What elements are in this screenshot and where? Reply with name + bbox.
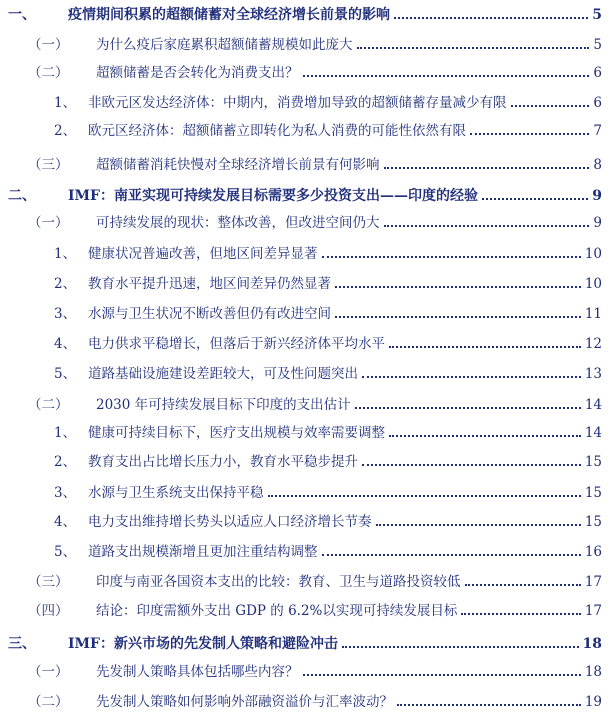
toc-entry-title[interactable]: 健康状况普遍改善，但地区间差异显著 [88, 246, 318, 262]
toc-page-number[interactable]: 7 [593, 123, 602, 139]
toc-entry[interactable] [0, 630, 610, 658]
toc-entry-number: （四） [28, 603, 69, 619]
toc-page-number[interactable]: 17 [584, 574, 602, 590]
toc-entry[interactable] [0, 270, 610, 298]
toc-entry-number: 三、 [8, 636, 36, 652]
toc-dot-leader [465, 584, 581, 586]
toc-entry-number: 1、 [54, 246, 77, 262]
toc-entry-number: 5、 [54, 544, 77, 560]
toc-entry-number: 3、 [54, 485, 77, 501]
toc-dot-leader [335, 286, 581, 288]
toc-page-number[interactable]: 14 [584, 425, 602, 441]
toc-dot-leader [268, 495, 581, 497]
toc-entry-title[interactable]: 可持续发展的现状：整体改善，但改进空间仍大 [96, 215, 380, 231]
toc-dot-leader [376, 524, 581, 526]
toc-entry[interactable] [0, 538, 610, 566]
toc-entry-title[interactable]: 印度与南亚各国资本支出的比较：教育、卫生与道路投资较低 [96, 574, 461, 590]
toc-entry-number: 3、 [54, 306, 77, 322]
toc-entry[interactable] [0, 508, 610, 536]
toc-entry-number: 2、 [54, 454, 77, 470]
toc-entry[interactable] [0, 479, 610, 507]
toc-entry[interactable] [0, 597, 610, 625]
toc-entry[interactable] [0, 151, 610, 179]
toc-entry-title[interactable]: 非欧元区发达经济体：中期内，消费增加导致的超额储蓄存量减少有限 [88, 95, 507, 111]
toc-entry-number: （一） [28, 664, 69, 680]
toc-entry-title[interactable]: 疫情期间积累的超额储蓄对全球经济增长前景的影响 [68, 7, 390, 23]
toc-dot-leader [322, 554, 581, 556]
toc-dot-leader [389, 435, 581, 437]
toc-page-number[interactable]: 17 [584, 603, 602, 619]
toc-page-number[interactable]: 16 [584, 544, 602, 560]
toc-entry-title[interactable]: 结论：印度需额外支出 GDP 的 6.2%以实现可持续发展目标 [96, 603, 458, 619]
toc-dot-leader [303, 674, 581, 676]
toc-dot-leader [362, 376, 581, 378]
toc-dot-leader [384, 225, 590, 227]
toc-entry[interactable] [0, 688, 610, 716]
toc-page-number[interactable]: 11 [584, 306, 602, 322]
toc-page-number[interactable]: 19 [584, 694, 602, 710]
toc-entry[interactable] [0, 448, 610, 476]
toc-entry[interactable] [0, 658, 610, 686]
toc-entry[interactable] [0, 59, 610, 87]
toc-dot-leader [397, 704, 581, 706]
toc-entry-title[interactable]: 超额储蓄是否会转化为消费支出？ [96, 65, 299, 81]
toc-entry-number: 1、 [54, 95, 77, 111]
toc-entry-number: 4、 [54, 336, 77, 352]
toc-dot-leader [355, 407, 581, 409]
toc-entry-number: （一） [28, 215, 69, 231]
toc-entry-number: 二、 [8, 188, 36, 204]
toc-dot-leader [384, 167, 590, 169]
toc-entry-number: 2、 [54, 123, 77, 139]
toc-entry[interactable] [0, 391, 610, 419]
toc-dot-leader [461, 613, 580, 615]
toc-entry[interactable] [0, 419, 610, 447]
toc-entry-title[interactable]: 为什么疫后家庭累积超额储蓄规模如此庞大 [96, 37, 353, 53]
toc-entry-title[interactable]: 教育支出占比增长压力小，教育水平稳步提升 [88, 454, 358, 470]
toc-page-number[interactable]: 12 [584, 336, 602, 352]
toc-entry-title[interactable]: 道路基础设施建设差距较大，可及性问题突出 [88, 366, 358, 382]
toc-entry[interactable] [0, 360, 610, 388]
toc-dot-leader [511, 105, 590, 107]
toc-entry[interactable] [0, 117, 610, 145]
toc-dot-leader [470, 133, 589, 135]
toc-entry-title[interactable]: 水源与卫生状况不断改善但仍有改进空间 [88, 306, 331, 322]
toc-dot-leader [303, 75, 590, 77]
toc-entry[interactable] [0, 330, 610, 358]
toc-page-number[interactable]: 14 [584, 397, 602, 413]
toc-entry-title[interactable]: 先发制人策略具体包括哪些内容？ [96, 664, 299, 680]
toc-dot-leader [394, 17, 588, 19]
toc-entry[interactable] [0, 240, 610, 268]
toc-entry-title[interactable]: 电力供求平稳增长，但落后于新兴经济体平均水平 [88, 336, 385, 352]
toc-entry[interactable] [0, 182, 610, 210]
toc-dot-leader [389, 346, 581, 348]
toc-dot-leader [357, 47, 590, 49]
toc-entry[interactable] [0, 89, 610, 117]
toc-entry[interactable] [0, 568, 610, 596]
toc-dot-leader [322, 256, 581, 258]
toc-entry[interactable] [0, 1, 610, 29]
toc-entry-number: （一） [28, 37, 69, 53]
toc-entry-title[interactable]: 水源与卫生系统支出保持平稳 [88, 485, 264, 501]
toc-page-number[interactable]: 5 [592, 7, 602, 23]
toc-page-number[interactable]: 13 [584, 366, 602, 382]
toc-page-number[interactable]: 15 [584, 485, 602, 501]
toc-entry-title[interactable]: IMF：南亚实现可持续发展目标需要多少投资支出——印度的经验 [68, 188, 478, 204]
toc-entry[interactable] [0, 31, 610, 59]
toc-entry-title[interactable]: 道路支出规模渐增且更加注重结构调整 [88, 544, 318, 560]
toc-entry[interactable] [0, 209, 610, 237]
toc-page-number[interactable]: 10 [584, 276, 602, 292]
toc-dot-leader [342, 646, 579, 648]
toc-entry-title[interactable]: 超额储蓄消耗快慢对全球经济增长前景有何影响 [96, 157, 380, 173]
toc-entry-number: （三） [28, 574, 69, 590]
toc-dot-leader [362, 464, 581, 466]
toc-entry-title[interactable]: 电力支出维持增长势头以适应人口经济增长节奏 [88, 514, 372, 530]
toc-page-number[interactable]: 9 [593, 215, 602, 231]
toc-entry-title[interactable]: 先发制人策略如何影响外部融资溢价与汇率波动？ [96, 694, 393, 710]
toc-entry-number: （三） [28, 157, 69, 173]
toc-page-number[interactable]: 9 [592, 188, 602, 204]
toc-page-number[interactable]: 15 [584, 454, 602, 470]
toc-page-number[interactable]: 10 [584, 246, 602, 262]
toc-page-number[interactable]: 18 [584, 664, 602, 680]
toc-page-number[interactable]: 8 [593, 157, 602, 173]
toc-entry-number: （二） [28, 397, 69, 413]
toc-entry-title[interactable]: 2030 年可持续发展目标下印度的支出估计 [96, 397, 351, 413]
toc-entry[interactable] [0, 300, 610, 328]
toc-dot-leader [335, 316, 581, 318]
toc-entry-number: 4、 [54, 514, 77, 530]
toc-page-number[interactable]: 6 [593, 65, 602, 81]
toc-page-number[interactable]: 6 [593, 95, 602, 111]
toc-entry-title[interactable]: 健康可持续目标下，医疗支出规模与效率需要调整 [88, 425, 385, 441]
toc-entry-number: （二） [28, 65, 69, 81]
toc-page-number[interactable]: 5 [593, 37, 602, 53]
toc-entry-number: （二） [28, 694, 69, 710]
toc-entry-title[interactable]: IMF：新兴市场的先发制人策略和避险冲击 [68, 636, 338, 652]
toc-entry-number: 2、 [54, 276, 77, 292]
toc-entry-title[interactable]: 教育水平提升迅速，地区间差异仍然显著 [88, 276, 331, 292]
toc-page-number[interactable]: 15 [584, 514, 602, 530]
toc-entry-number: 5、 [54, 366, 77, 382]
toc-entry-number: 1、 [54, 425, 77, 441]
toc-entry-number: 一、 [8, 7, 36, 23]
toc-entry-title[interactable]: 欧元区经济体：超额储蓄立即转化为私人消费的可能性依然有限 [88, 123, 466, 139]
toc-page-number[interactable]: 18 [582, 636, 602, 652]
toc-dot-leader [482, 198, 588, 200]
